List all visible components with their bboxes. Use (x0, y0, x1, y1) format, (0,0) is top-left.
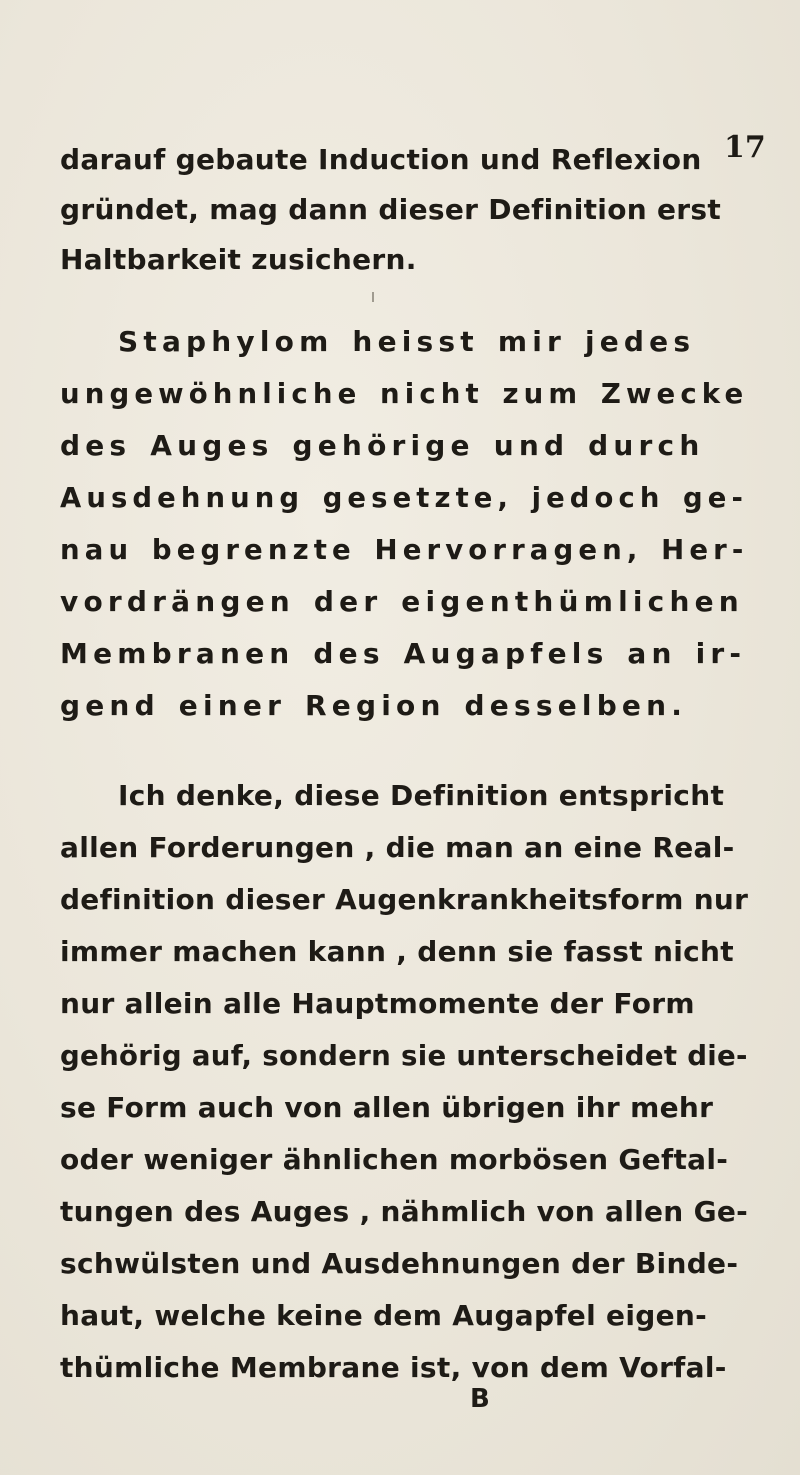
text-line: darauf gebaute Induction und Reflexion (60, 143, 702, 176)
signature-mark: B (470, 1384, 490, 1414)
definition-line: gend einer Region desselben. (60, 689, 688, 722)
text-line: Haltbarkeit zusichern. (60, 243, 417, 276)
text-line: thümliche Membrane ist, von dem Vorfal- (60, 1351, 727, 1384)
definition-line: Ausdehnung gesetzte, jedoch ge- (60, 481, 748, 514)
text-line: nur allein alle Hauptmomente der Form (60, 987, 695, 1020)
text-line: haut, welche keine dem Augapfel eigen- (60, 1299, 708, 1332)
definition-line: Staphylom heisst mir jedes (118, 325, 696, 358)
text-line: allen Forderungen , die man an eine Real- (60, 831, 735, 864)
text-line: Ich denke, diese Definition entspricht (118, 779, 725, 812)
text-line: tungen des Auges , nähmlich von allen Ge- (60, 1195, 749, 1228)
text-line: gründet, mag dann dieser Definition erst (60, 193, 722, 226)
text-line: oder weniger ähnlichen morbösen Geftal- (60, 1143, 729, 1176)
definition-line: vordrängen der eigenthümlichen (60, 585, 744, 618)
definition-line: des Auges gehörige und durch (60, 429, 705, 462)
definition-line: nau begrenzte Hervorragen, Her- (60, 533, 749, 566)
definition-line: ungewöhnliche nicht zum Zwecke (60, 377, 749, 410)
text-line: definition dieser Augenkrankheitsform nur (60, 883, 749, 916)
text-line: immer machen kann , denn sie fasst nicht (60, 935, 734, 968)
page-number: 17 (724, 130, 766, 165)
print-mark (372, 292, 374, 302)
text-line: schwülsten und Ausdehnungen der Binde- (60, 1247, 739, 1280)
definition-line: Membranen des Augapfels an ir- (60, 637, 747, 670)
text-line: gehörig auf, sondern sie unterscheidet die- (60, 1039, 748, 1072)
text-line: se Form auch von allen übrigen ihr mehr (60, 1091, 714, 1124)
